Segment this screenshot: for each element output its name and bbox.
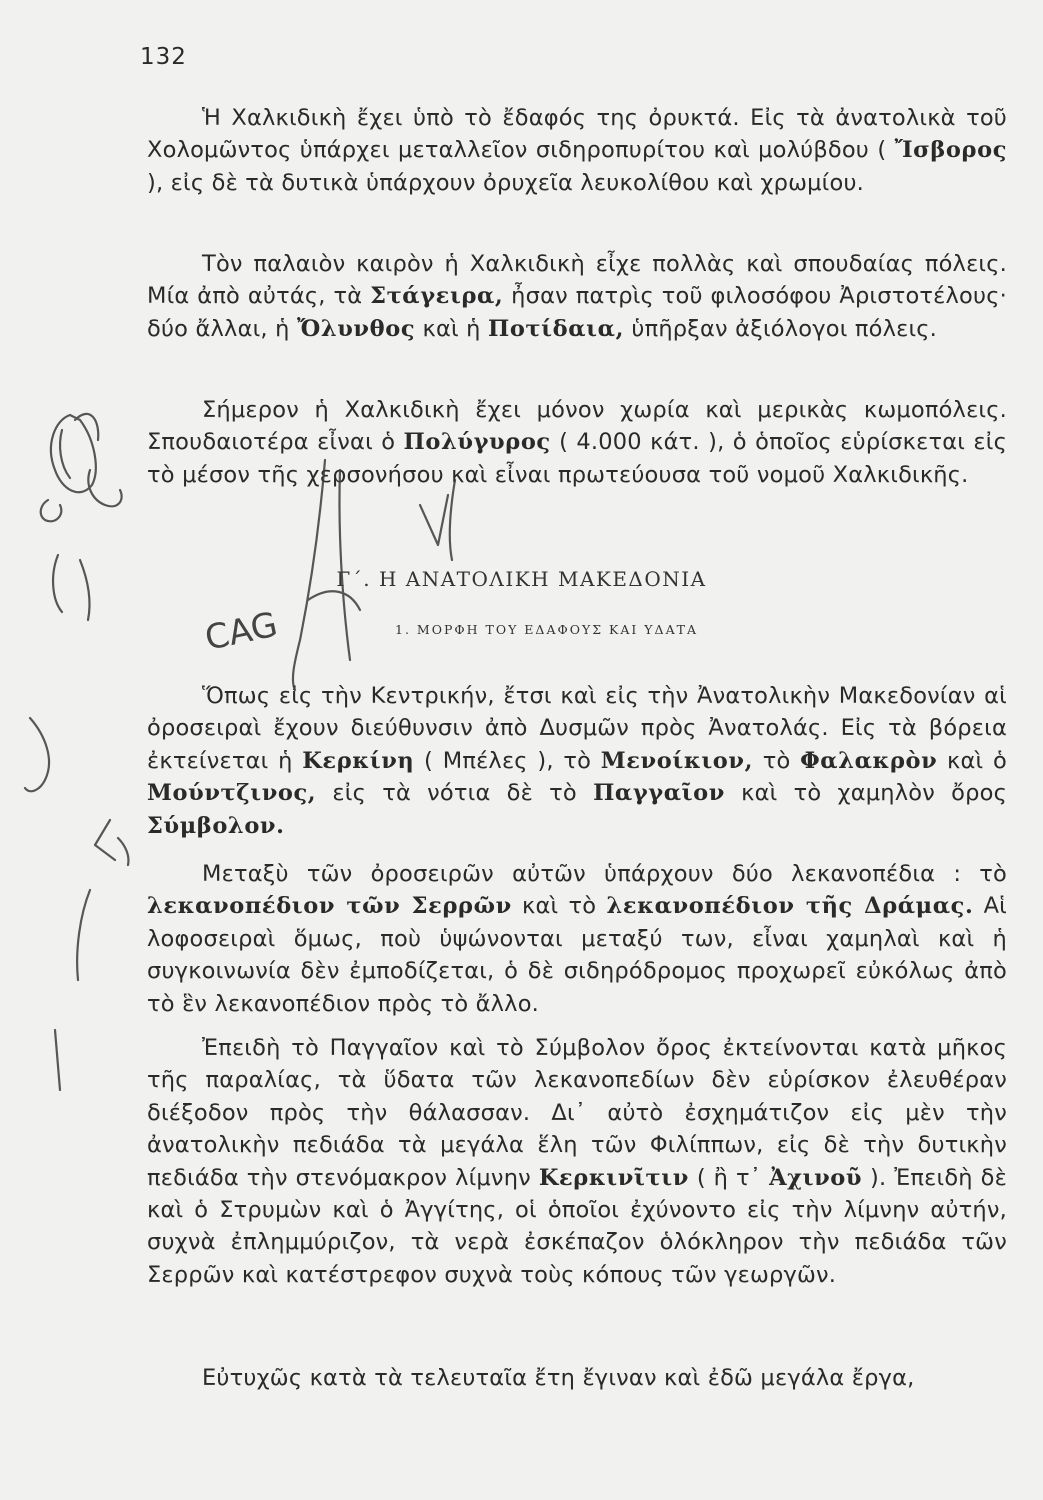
- bold-term: Ποτίδαια,: [487, 315, 625, 342]
- text-run: Αἱ λοφοσειραὶ ὅμως, ποὺ ὑψώνονται μεταξύ των, εἶναι χαμηλαὶ καὶ ἡ συγκοινωνία δὲν ἐμποδίζεται, ὁ δὲ σιδηρόδρομος προχωρεῖ εὐκόλως ἀπὸ τὸ ἓν λεκανοπέδιον πρὸς τὸ ἄλλο.: [147, 893, 1007, 1017]
- text-run: καὶ τὸ χαμηλὸν ὄρος: [724, 780, 1007, 807]
- handwritten-cag: CAG: [201, 604, 282, 659]
- text-run: καὶ τὸ: [511, 893, 607, 920]
- text-run: Μεταξὺ τῶν ὀροσειρῶν αὐτῶν ὑπάρχουν δύο λεκανοπέδια : τὸ: [202, 861, 1007, 887]
- text-run: ὑπῆρξαν ἀξιόλογοι πόλεις.: [624, 315, 938, 342]
- bold-term: λεκανοπέδιον τῶν Σερρῶν: [147, 893, 512, 920]
- bold-term: Μενοίκιον,: [600, 747, 754, 774]
- text-run: Τὸν παλαιὸν καιρὸν ἡ Χαλκιδικὴ εἶχε πολλὰς καὶ σπουδαίας πόλεις. Μία ἀπὸ αὐτάς, τὰ: [147, 251, 1007, 310]
- text-run: ), εἰς δὲ τὰ δυτικὰ ὑπάρχουν ὀρυχεῖα λευκολίθου καὶ χρωμίου.: [147, 169, 865, 196]
- text-run: Ἐπειδὴ τὸ Παγγαῖον καὶ τὸ Σύμβολον ὄρος ἐκτείνονται κατὰ μῆκος τῆς παραλίας, τὰ ὕδατα τῶν λεκανοπεδίων δὲν εὑρίσκον ἐλευθέραν διέξοδον πρὸς τὴν θάλασσαν. Δι᾽ αὐτὸ ἐσχημάτιζον εἰς μὲν τὴν ἀνατολικὴν πεδιάδα τὰ μεγάλα ἕλη τῶν Φιλίππων, εἰς δὲ τὴν δυτικὴν πεδιάδα τὴν στενόμακρον λίμνην: [147, 1035, 1007, 1191]
- bold-term: Φαλακρὸν: [800, 747, 938, 774]
- page-number: 132: [140, 44, 187, 70]
- bold-term: Παγγαῖον: [593, 780, 725, 807]
- text-run: εἰς τὰ νότια δὲ τὸ: [316, 780, 594, 807]
- bold-term: Σύμβολον.: [147, 812, 285, 839]
- bold-term: Κερκινῖτιν: [538, 1164, 689, 1191]
- text-run: καὶ ἡ: [415, 315, 488, 342]
- text-run: καὶ ὁ: [937, 747, 1007, 774]
- text-run: Σήμερον ἡ Χαλκιδικὴ ἔχει μόνον χωρία καὶ μερικὰς κωμοπόλεις. Σπουδαιοτέρα εἶναι ὁ: [147, 397, 1007, 456]
- bold-term: Ἀχινοῦ: [769, 1164, 863, 1191]
- bold-term: Ὄλυνθος: [296, 315, 416, 342]
- text-run: ( ἢ τ᾽: [688, 1164, 770, 1191]
- text-run: Ἡ Χαλκιδικὴ ἔχει ὑπὸ τὸ ἔδαφός της ὀρυκτά. Εἰς τὰ ἀνατολικὰ τοῦ Χολομῶντος ὑπάρχει μεταλλεῖον σιδηροπυρίτου καὶ μολύβδου (: [147, 105, 1007, 164]
- text-run: ( Μπέλες ), τὸ: [414, 747, 601, 774]
- text-run: τὸ: [753, 747, 801, 774]
- bold-term: Στάγειρα,: [370, 283, 504, 310]
- chapter-heading: Γ΄. Η ΑΝΑΤΟΛΙΚΗ ΜΑΚΕΔΟΝΙΑ: [336, 567, 707, 591]
- section-heading: 1. ΜΟΡΦΗ ΤΟΥ ΕΔΑΦΟΥΣ ΚΑΙ ΥΔΑΤΑ: [395, 622, 698, 637]
- bold-term: Πολύγυρος: [403, 429, 551, 456]
- text-run: ἦσαν πατρὶς τοῦ φιλοσόφου Ἀριστοτέλους· δύο ἄλλαι, ἡ: [147, 283, 1007, 342]
- bold-term: Κερκίνη: [302, 747, 415, 774]
- bold-term: Μούντζινος,: [147, 780, 317, 807]
- text-run: Εὐτυχῶς κατὰ τὰ τελευταῖα ἔτη ἔγιναν καὶ ἐδῶ μεγάλα ἔργα,: [202, 1365, 915, 1391]
- text-run: ). Ἐπειδὴ δὲ καὶ ὁ Στρυμὼν καὶ ὁ Ἀγγίτης, οἱ ὁποῖοι ἐχύνοντο εἰς τὴν λίμνην αὐτήν, συχνὰ ἐπλημμύριζον, τὰ νερὰ ἐσκέπαζον ὁλόκληρον τὴν πεδιάδα τῶν Σερρῶν καὶ κατέστρεφον συχνὰ τοὺς κόπους τῶν γεωργῶν.: [147, 1164, 1007, 1288]
- bold-term: λεκανοπέδιον τῆς Δράμας.: [606, 893, 974, 920]
- text-run: Ὅπως εἰς τὴν Κεντρικήν, ἔτσι καὶ εἰς τὴν Ἀνατολικὴν Μακεδονίαν αἱ ὀροσειραὶ ἔχουν διεύθυνσιν ἀπὸ Δυσμῶν πρὸς Ἀνατολάς. Εἰς τὰ βόρεια ἐκτείνεται ἡ: [147, 683, 1007, 774]
- text-run: ( 4.000 κάτ. ), ὁ ὁποῖος εὑρίσκεται εἰς τὸ μέσον τῆς χερσονήσου καὶ εἶναι πρωτεύουσα τοῦ νομοῦ Χαλκιδικῆς.: [147, 429, 1007, 488]
- bold-term: Ἴσβορος: [894, 137, 1007, 164]
